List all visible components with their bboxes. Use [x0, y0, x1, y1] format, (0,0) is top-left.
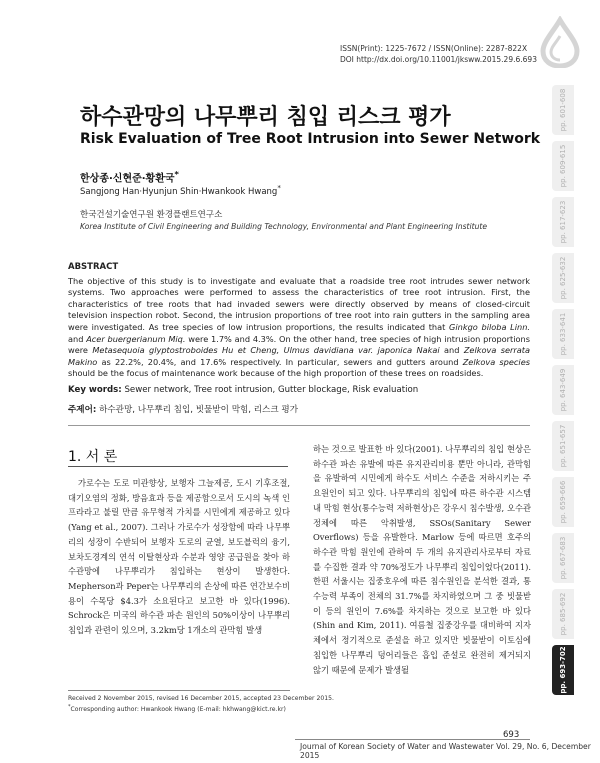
issn-line: ISSN(Print): 1225-7672 / ISSN(Online): 2287-822X — [340, 44, 528, 53]
authors-english-names: Sangjong Han·Hyunjun Shin·Hwankook Hwang — [80, 186, 278, 197]
page-range-tab[interactable] — [552, 589, 574, 639]
species-name: Zelkova species — [462, 356, 530, 367]
page-range-tab[interactable] — [552, 645, 574, 695]
authors-korean-names: 한상종·신현준·황환국 — [80, 173, 175, 185]
page-range-label: pp. 651-657 — [559, 424, 567, 468]
page-range-label: pp. 659-666 — [559, 480, 567, 524]
footnote-mark: * — [68, 704, 71, 710]
body-column-right — [313, 442, 531, 677]
page-range-tab[interactable] — [552, 197, 574, 247]
page-range-tab[interactable] — [552, 85, 574, 135]
doi-line: DOI http://dx.doi.org/10.11001/jksww.2015.29.6.693 — [340, 55, 537, 64]
page-range-label: pp. 625-632 — [559, 256, 567, 300]
corresponding-text: Corresponding author: Hwankook Hwang (E-mail: hkhwang@kict.re.kr) — [70, 706, 286, 714]
corresponding-mark-en: * — [277, 183, 281, 192]
keywords-korean — [68, 403, 298, 415]
page-range-label: pp. 617-623 — [559, 200, 567, 244]
page-range-label: pp. 685-692 — [559, 592, 567, 636]
footnote-rule — [68, 690, 290, 691]
keywords-label: Key words: — [68, 385, 122, 395]
journal-reference: Journal of Korean Society of Water and Wastewater Vol. 29, No. 6, December 2015 — [300, 742, 591, 760]
section-rule — [68, 466, 288, 467]
divider — [68, 425, 530, 426]
page-range-tab[interactable] — [552, 533, 574, 583]
abstract-text: and — [439, 345, 464, 356]
page-range-label: pp. 601-608 — [559, 88, 567, 132]
page-range-label: pp. 609-615 — [559, 144, 567, 188]
species-name: Ginkgo biloba Linn. — [449, 321, 530, 332]
received-dates: Received 2 November 2015, revised 16 December 2015, accepted 23 December 2015. — [68, 695, 334, 702]
paragraph: 하는 것으로 발표한 바 있다(2001). 나무뿌리의 침입 현상은 하수관 파손 유발에 따른 유지관리비용 뿐만 아니라, 관막힘을 유발하여 시민에게 하수도 서비스 수준을 저하시키는 주요원인이 되고 있다. 나무뿌리의 침입에 따른 하수관 시스템내 막힘 현상(통수능력 저하현상)은 강우시 침수발생, 오수관 정체에 따른 악취발생, SSOs(Sanitary Sewer Overflows) 등을 유발한다. Marlow 등에 따르면 호주의 하수관 막힘 원인에 관하여 두 개의 유지관리사로부터 자료를 수집한 결과 약 70%정도가 나무뿌리 침입이었다(2011). 한편 서울시는 집중호우에 따른 침수원인을 분석한 결과, 통수능력 부족이 전체의 31.7%를 차지하였으며 그 중 빗물받이 등의 원인이 7.6%를 차지하는 것으로 보고한 바 있다(Shin and Kim, 2011). 여름철 집중강우를 대비하여 지자체에서 정기적으로 준설을 하고 있지만 빗물받이 이토심에 침입한 나무뿌리 덩어리들은 흡입 준설로 완전히 제거되지 않기 때문에 문제가 발생될 — [313, 444, 531, 675]
abstract-heading: ABSTRACT — [68, 262, 119, 272]
water-drop-logo-icon — [535, 16, 585, 68]
abstract-text: and — [68, 333, 87, 344]
keywords-list: Sewer network, Tree root intrusion, Gutter blockage, Risk evaluation — [121, 385, 419, 395]
affiliation-english: Korea Institute of Civil Engineering and Building Technology, Environmental and Plant Engineering Institute — [80, 222, 488, 231]
species-name: Metasequoia glyptostroboides Hu et Cheng, Ulmus davidiana var. japonica Nakai — [92, 345, 440, 356]
abstract — [68, 262, 530, 380]
abstract-text: should be the focus of maintenance work because of the high proportion of these trees on roadsides. — [68, 368, 484, 379]
keywords-list-ko: 하수관망, 나무뿌리 침입, 빗물받이 막힘, 리스크 평가 — [96, 405, 298, 415]
page-range-label: pp. 667-683 — [559, 536, 567, 580]
species-name: Acer buergerianum Miq. — [86, 333, 186, 344]
page-range-tab[interactable] — [552, 477, 574, 527]
abstract-body — [68, 276, 530, 380]
page-range-label: pp. 633-641 — [559, 312, 567, 356]
page-range-label: pp. 643-649 — [559, 368, 567, 412]
title-english: Risk Evaluation of Tree Root Intrusion into Sewer Network — [80, 131, 541, 147]
section-heading: 1. 서 론 — [68, 449, 118, 465]
page-number: 693 — [503, 730, 520, 740]
footer-rule — [295, 739, 530, 740]
page-range-tab[interactable] — [552, 365, 574, 415]
paragraph: 가로수는 도로 미관향상, 보행자 그늘제공, 도시 기후조절, 대기오염의 정화, 방음효과 등을 제공함으로서 도시의 녹색 인프라라고 불릴 만큼 유무형적 가치를 시민에게 제공하고 있다(Yang et al., 2007). 그러나 가로수가 성장함에 따라 나무뿌리의 성장이 수반되어 보행자 도로의 균열, 보도블럭의 융기, 보차도경계의 연석 이탈현상과 수분과 영양 공급원을 찾아 하수관망에 나무뿌리가 침입하는 현상이 발생한다. Mepherson과 Peper는 나무뿌리의 손상에 따른 연간보수비용이 수목당 $4.3가 소요된다고 보고한 바 있다(1996). Schrock은 미국의 하수관 파손 원인의 50%이상이 나무뿌리 침입과 관련이 있으며, 3.2km당 1개소의 관막힘 발생 — [68, 478, 290, 636]
affiliation-korean: 한국건설기술연구원 환경플랜트연구소 — [80, 210, 223, 220]
body-column-left — [68, 476, 290, 638]
page-range-tab[interactable] — [552, 141, 574, 191]
page-range-tabs — [552, 85, 574, 701]
page-range-tab[interactable] — [552, 309, 574, 359]
corresponding-author — [68, 703, 334, 714]
title-korean: 하수관망의 나무뿌리 침입 리스크 평가 — [80, 105, 451, 130]
abstract-text: The objective of this study is to investigate and evaluate that a roadside tree root intrudes sewer network systems. Two approaches were performed to assess the characteristics of tree root intrusion. First, the characteristics of tree roots that had invaded sewers were directly observed by means of closed-circuit television inspection robot. Second, the intrusion proportions of tree root into rain gutters in the sampling area were investigated. As tree species of low intrusion proportions, the results indicated that — [68, 275, 530, 332]
page-range-tab[interactable] — [552, 253, 574, 303]
abstract-text: as 22.2%, 20.4%, and 17.6% respectively. In particular, sewers and gutters around — [97, 356, 463, 367]
footnote — [68, 694, 334, 714]
keywords-label-ko: 주제어: — [68, 405, 97, 415]
abstract-text: were 1.7% and 4.3%. On the other hand, tree species of high intrusion proportions were — [68, 333, 530, 356]
authors-english — [80, 183, 281, 197]
page-range-label: pp. 693-702 — [559, 646, 567, 694]
page-range-tab[interactable] — [552, 421, 574, 471]
species-name: Zelkova serrata Makino — [68, 345, 531, 367]
issn-doi-header — [340, 43, 537, 65]
keywords-english — [68, 385, 418, 395]
corresponding-mark: * — [174, 169, 179, 179]
